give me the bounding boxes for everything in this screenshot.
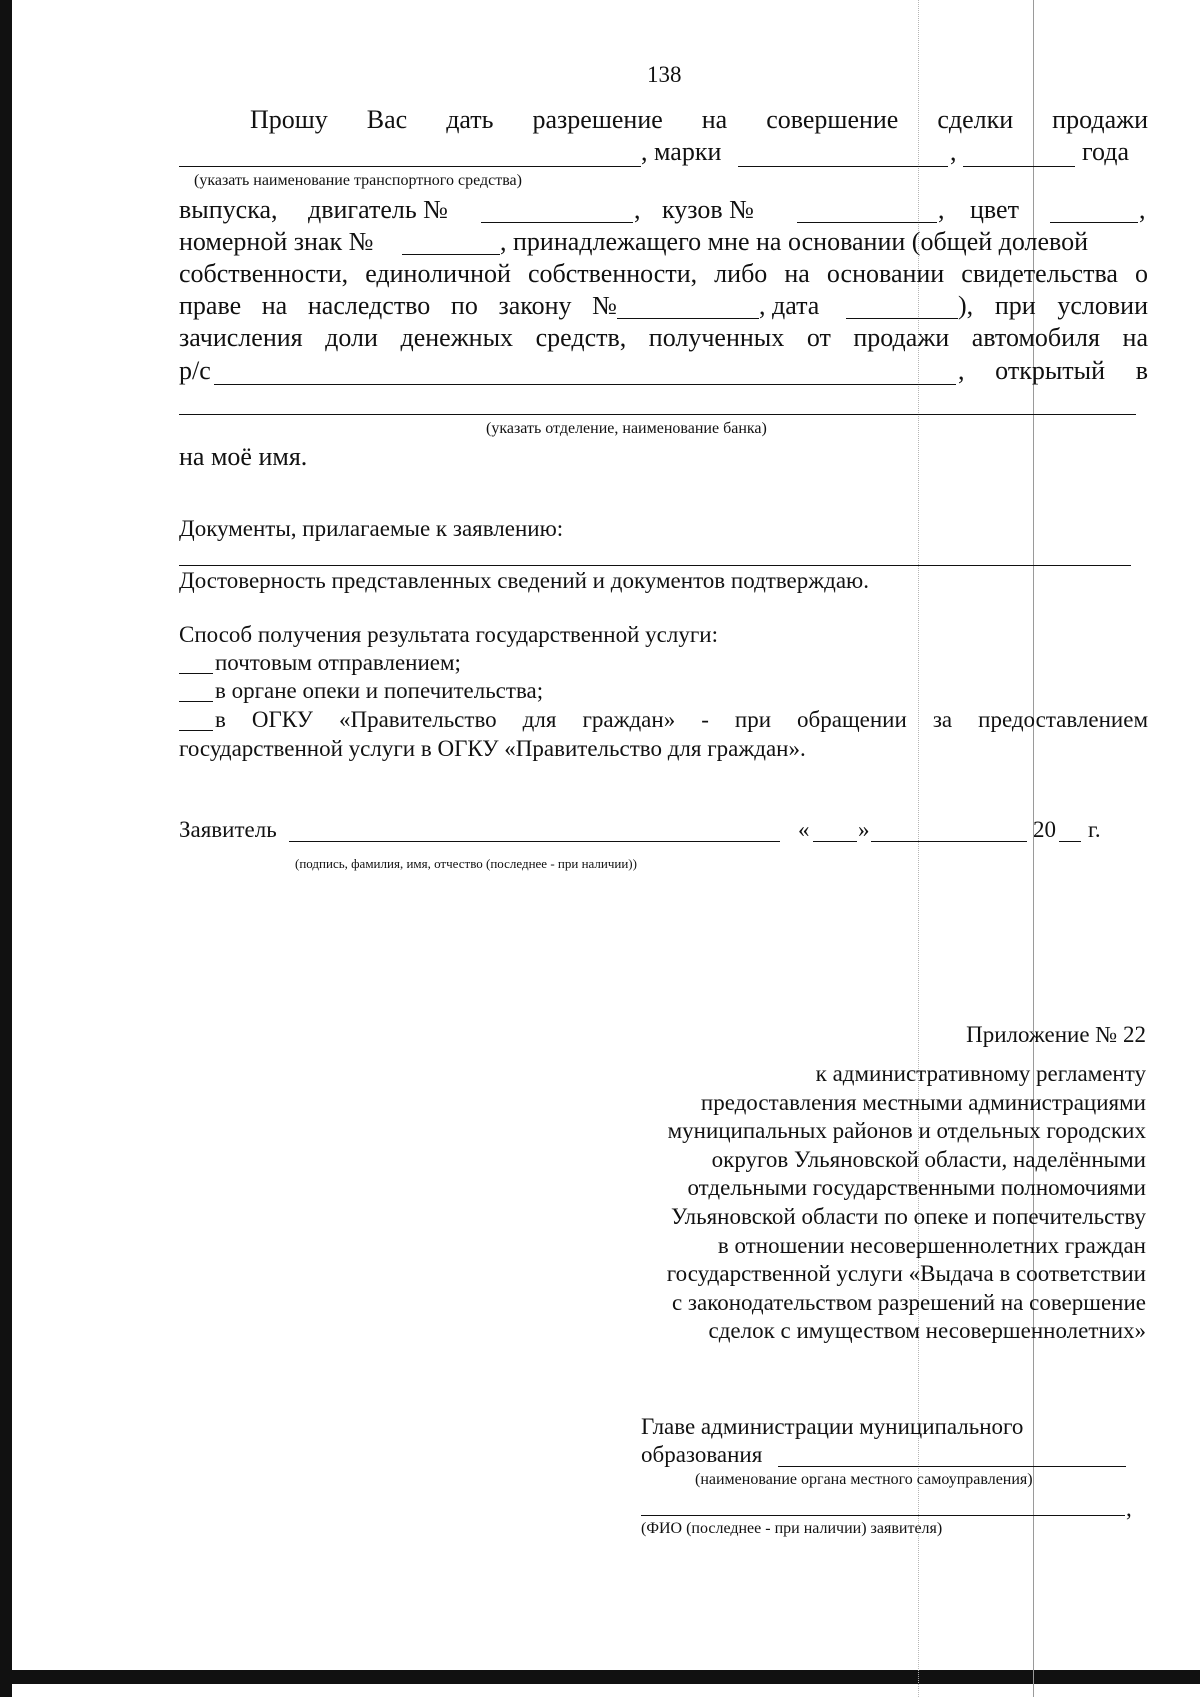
opened-in-text: , открытый в — [958, 356, 1148, 385]
certificate-number-field[interactable] — [617, 318, 759, 319]
scan-bottom-border — [0, 1670, 1200, 1684]
scan-left-border — [0, 0, 12, 1697]
appendix-line: Ульяновской области по опеке и попечительству — [670, 1203, 1146, 1229]
plate-number-field[interactable] — [402, 254, 500, 255]
account-number-field[interactable] — [214, 384, 956, 385]
my-name-text: на моё имя. — [179, 442, 308, 471]
year-unit: г. — [1088, 817, 1101, 842]
request-line-1 — [250, 104, 1148, 136]
appendix-line: с законодательством разрешений на совершение — [671, 1289, 1146, 1315]
applicant-fio-field[interactable] — [641, 1515, 1125, 1516]
month-field[interactable] — [871, 841, 1027, 842]
word: Вас — [366, 105, 408, 134]
bank-hint: (указать отделение, наименование банка) — [486, 420, 767, 437]
word: разрешение — [532, 105, 663, 134]
quote-close: » — [858, 817, 870, 842]
certificate-date-field[interactable] — [846, 318, 958, 319]
signature-hint: (подпись, фамилия, имя, отчество (последнее - при наличии)) — [295, 856, 637, 871]
color-field[interactable] — [1050, 222, 1138, 223]
year-suffix-field[interactable] — [1059, 841, 1081, 842]
option-guardianship-label: в органе опеки и попечительства; — [215, 678, 544, 703]
applicant-label: Заявитель — [179, 817, 277, 842]
engine-number-field[interactable] — [481, 222, 633, 223]
comma: , — [1139, 195, 1146, 224]
appendix-line: округов Ульяновской области, наделёнными — [711, 1146, 1146, 1172]
day-field[interactable] — [813, 841, 857, 842]
option-ogku-checkbox[interactable] — [179, 730, 213, 731]
option-mail-checkbox[interactable] — [179, 673, 213, 674]
option-mail-label: почтовым отправлением; — [215, 650, 461, 675]
vypuska-label: выпуска, — [179, 195, 278, 224]
engine-label: двигатель № — [308, 195, 448, 224]
appendix-line: сделок с имуществом несовершеннолетних» — [708, 1318, 1146, 1344]
body-number-field[interactable] — [797, 222, 937, 223]
page-number: 138 — [647, 62, 682, 87]
marka-label: , марки — [641, 137, 722, 166]
method-title: Способ получения результата государственной услуги: — [179, 622, 718, 647]
date-label: , дата — [759, 291, 820, 320]
appendix-line: к административному регламенту — [815, 1061, 1146, 1086]
documents-label: Документы, прилагаемые к заявлению: — [179, 516, 564, 541]
word: дать — [446, 105, 494, 134]
funds-text: зачисления доли денежных средств, полученных от продажи автомобиля на — [179, 323, 1148, 352]
appendix-text — [667, 1060, 1146, 1346]
condition-text: ), при условии — [958, 291, 1148, 320]
option-ogku-label: в ОГКУ «Правительство для граждан» - при обращении за предоставлением — [215, 707, 1148, 732]
account-label: р/с — [179, 356, 211, 385]
word: сделки — [937, 105, 1014, 134]
appendix-line: в отношении несовершеннолетних граждан — [717, 1232, 1146, 1258]
ownership-text-2: собственности, единоличной собственности, либо на основании свидетельства о — [179, 259, 1148, 288]
word: совершение — [766, 105, 899, 134]
color-label: цвет — [970, 195, 1019, 224]
confirmation-text: Достоверность представленных сведений и документов подтверждаю. — [179, 568, 869, 593]
ownership-text: , принадлежащего мне на основании (общей долевой — [500, 227, 1089, 256]
appendix-line: предоставления местными администрациями — [700, 1089, 1146, 1115]
option-guardianship-checkbox[interactable] — [179, 701, 213, 702]
comma: , — [950, 137, 957, 166]
option-ogku-label-2: государственной услуги в ОГКУ «Правительство для граждан». — [179, 736, 806, 761]
municipality-hint: (наименование органа местного самоуправления) — [695, 1471, 1033, 1488]
appendix-title: Приложение № 22 — [966, 1022, 1146, 1047]
vehicle-name-field[interactable] — [179, 166, 641, 167]
inheritance-text: праве на наследство по закону № — [179, 291, 617, 320]
municipality-field[interactable] — [778, 1466, 1126, 1467]
word: на — [701, 105, 728, 134]
applicant-fio-hint: (ФИО (последнее - при наличии) заявителя) — [641, 1520, 943, 1537]
quote-open: « — [798, 817, 810, 842]
appendix-line: муниципальных районов и отдельных городских — [667, 1118, 1146, 1144]
goda-label: года — [1082, 137, 1130, 166]
comma: , — [634, 195, 641, 224]
appendix-line: государственной услуги «Выдача в соответствии — [666, 1261, 1146, 1287]
applicant-signature-field[interactable] — [289, 841, 780, 842]
bank-field[interactable] — [179, 414, 1136, 415]
body-label: кузов № — [662, 195, 754, 224]
addressee-line-1: Главе администрации муниципального — [641, 1414, 1024, 1439]
marka-field[interactable] — [738, 166, 948, 167]
addressee-line-2: образования — [641, 1442, 763, 1467]
year-prefix: 20 — [1033, 817, 1056, 842]
year-field[interactable] — [963, 166, 1075, 167]
plate-label: номерной знак № — [179, 227, 374, 256]
appendix-line: отдельными государственными полномочиями — [687, 1175, 1146, 1201]
comma: , — [938, 195, 945, 224]
vehicle-name-hint: (указать наименование транспортного средства) — [194, 172, 522, 189]
word: Прошу — [250, 105, 328, 134]
comma: , — [1126, 1496, 1132, 1521]
word: продажи — [1052, 105, 1148, 134]
